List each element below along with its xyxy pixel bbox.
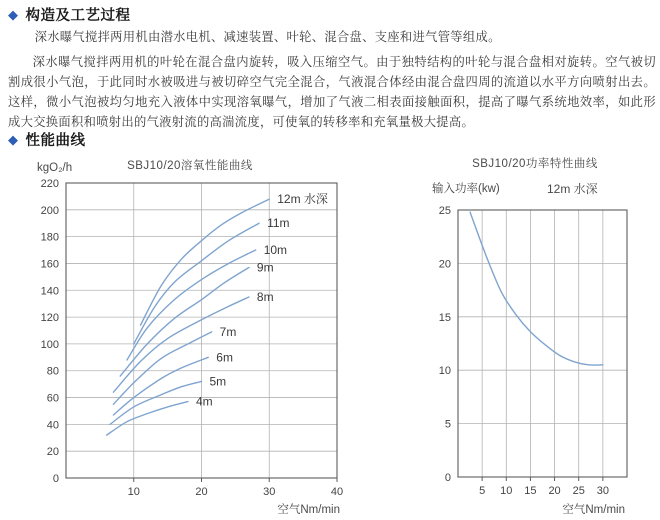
curve-label: 10m	[263, 243, 288, 258]
curve-label: 6m	[216, 350, 233, 365]
depth-curve	[141, 199, 270, 325]
curve-label: 8m	[256, 289, 274, 304]
y-tick-label: 180	[40, 231, 59, 244]
section2-title: 性能曲线	[25, 133, 86, 149]
power-characteristic-chart	[430, 200, 660, 520]
section-heading-performance	[8, 129, 86, 150]
x-tick-label: 5	[479, 485, 486, 497]
y-tick-label: 120	[40, 312, 59, 325]
curve-label: 11m	[267, 216, 290, 231]
y-tick-label: 40	[46, 419, 59, 432]
curve-label: 4m	[195, 394, 213, 409]
y-tick-label: 160	[40, 258, 59, 271]
y-tick-label: 80	[46, 365, 59, 378]
x-tick-label: 10	[500, 485, 513, 497]
y-tick-label: 200	[40, 204, 59, 217]
section-heading-construction	[8, 4, 131, 25]
section1-title: 构造及工艺过程	[25, 8, 131, 24]
depth-curve	[127, 250, 256, 360]
x-tick-label: 15	[524, 485, 537, 497]
paragraph-process: 深水曝气搅拌两用机的叶轮在混合盘内旋转，吸入压缩空气。由于独特结构的叶轮与混合盘相对旋转。空气被切割成很小气泡，于此同时水被吸进与被切碎空气完全混合，气液混合体经由混合盘四周的流道以水平方向喷射出去。这样，微小气泡被均匀地充入液体中实现溶氧曝气，增加了气液二相表面接触面积，提高了曝气系统地效率，如此形成大交换面积和喷射出的气液射流的高湍流度，可使氧的转移率和充氧量极大提高。	[8, 55, 656, 129]
x-tick-label: 40	[330, 486, 344, 498]
curve-label: 7m	[219, 324, 237, 339]
y-tick-label: 10	[438, 365, 451, 378]
y-tick-label: 220	[40, 178, 59, 190]
y-tick-label: 5	[444, 418, 451, 431]
y-tick-label: 60	[46, 392, 59, 405]
y-tick-label: 0	[444, 472, 451, 484]
depth-curve	[470, 212, 603, 365]
y-tick-label: 0	[52, 473, 59, 485]
depth-curve	[110, 381, 201, 424]
y-tick-label: 15	[438, 311, 451, 324]
left-chart-x-label: 空气Nm/min	[277, 504, 340, 516]
x-tick-label: 10	[127, 486, 140, 498]
y-tick-label: 20	[46, 446, 59, 459]
diamond-bullet-icon: ◆	[8, 7, 19, 22]
left-chart-title: SBJ10/20溶氧性能曲线	[127, 160, 253, 172]
right-chart-y-unit: 输入功率(kw)	[432, 183, 500, 195]
y-tick-label: 140	[40, 285, 59, 298]
y-tick-label: 100	[40, 338, 59, 351]
curve-label: 9m	[256, 260, 274, 275]
diamond-bullet-icon: ◆	[8, 132, 19, 147]
right-chart-x-label: 空气Nm/min	[562, 504, 625, 516]
dissolved-oxygen-chart	[35, 175, 350, 520]
x-tick-label: 20	[548, 485, 561, 497]
curve-label: 12m 水深	[277, 192, 328, 207]
curve-label: 5m	[209, 374, 227, 389]
left-chart-y-unit: kgO₂/h	[37, 162, 73, 174]
y-tick-label: 20	[438, 258, 451, 271]
x-tick-label: 30	[596, 485, 609, 497]
x-tick-label: 30	[263, 486, 276, 498]
y-tick-label: 25	[438, 205, 451, 217]
paragraph-composition: 深水曝气搅拌两用机由潜水电机、减速装置、叶轮、混合盘、支座和进气管等组成。	[34, 30, 501, 44]
right-chart-depth-annotation: 12m 水深	[547, 182, 598, 196]
x-tick-label: 20	[195, 486, 208, 498]
x-tick-label: 25	[572, 485, 585, 497]
right-chart-title: SBJ10/20功率特性曲线	[472, 158, 598, 170]
